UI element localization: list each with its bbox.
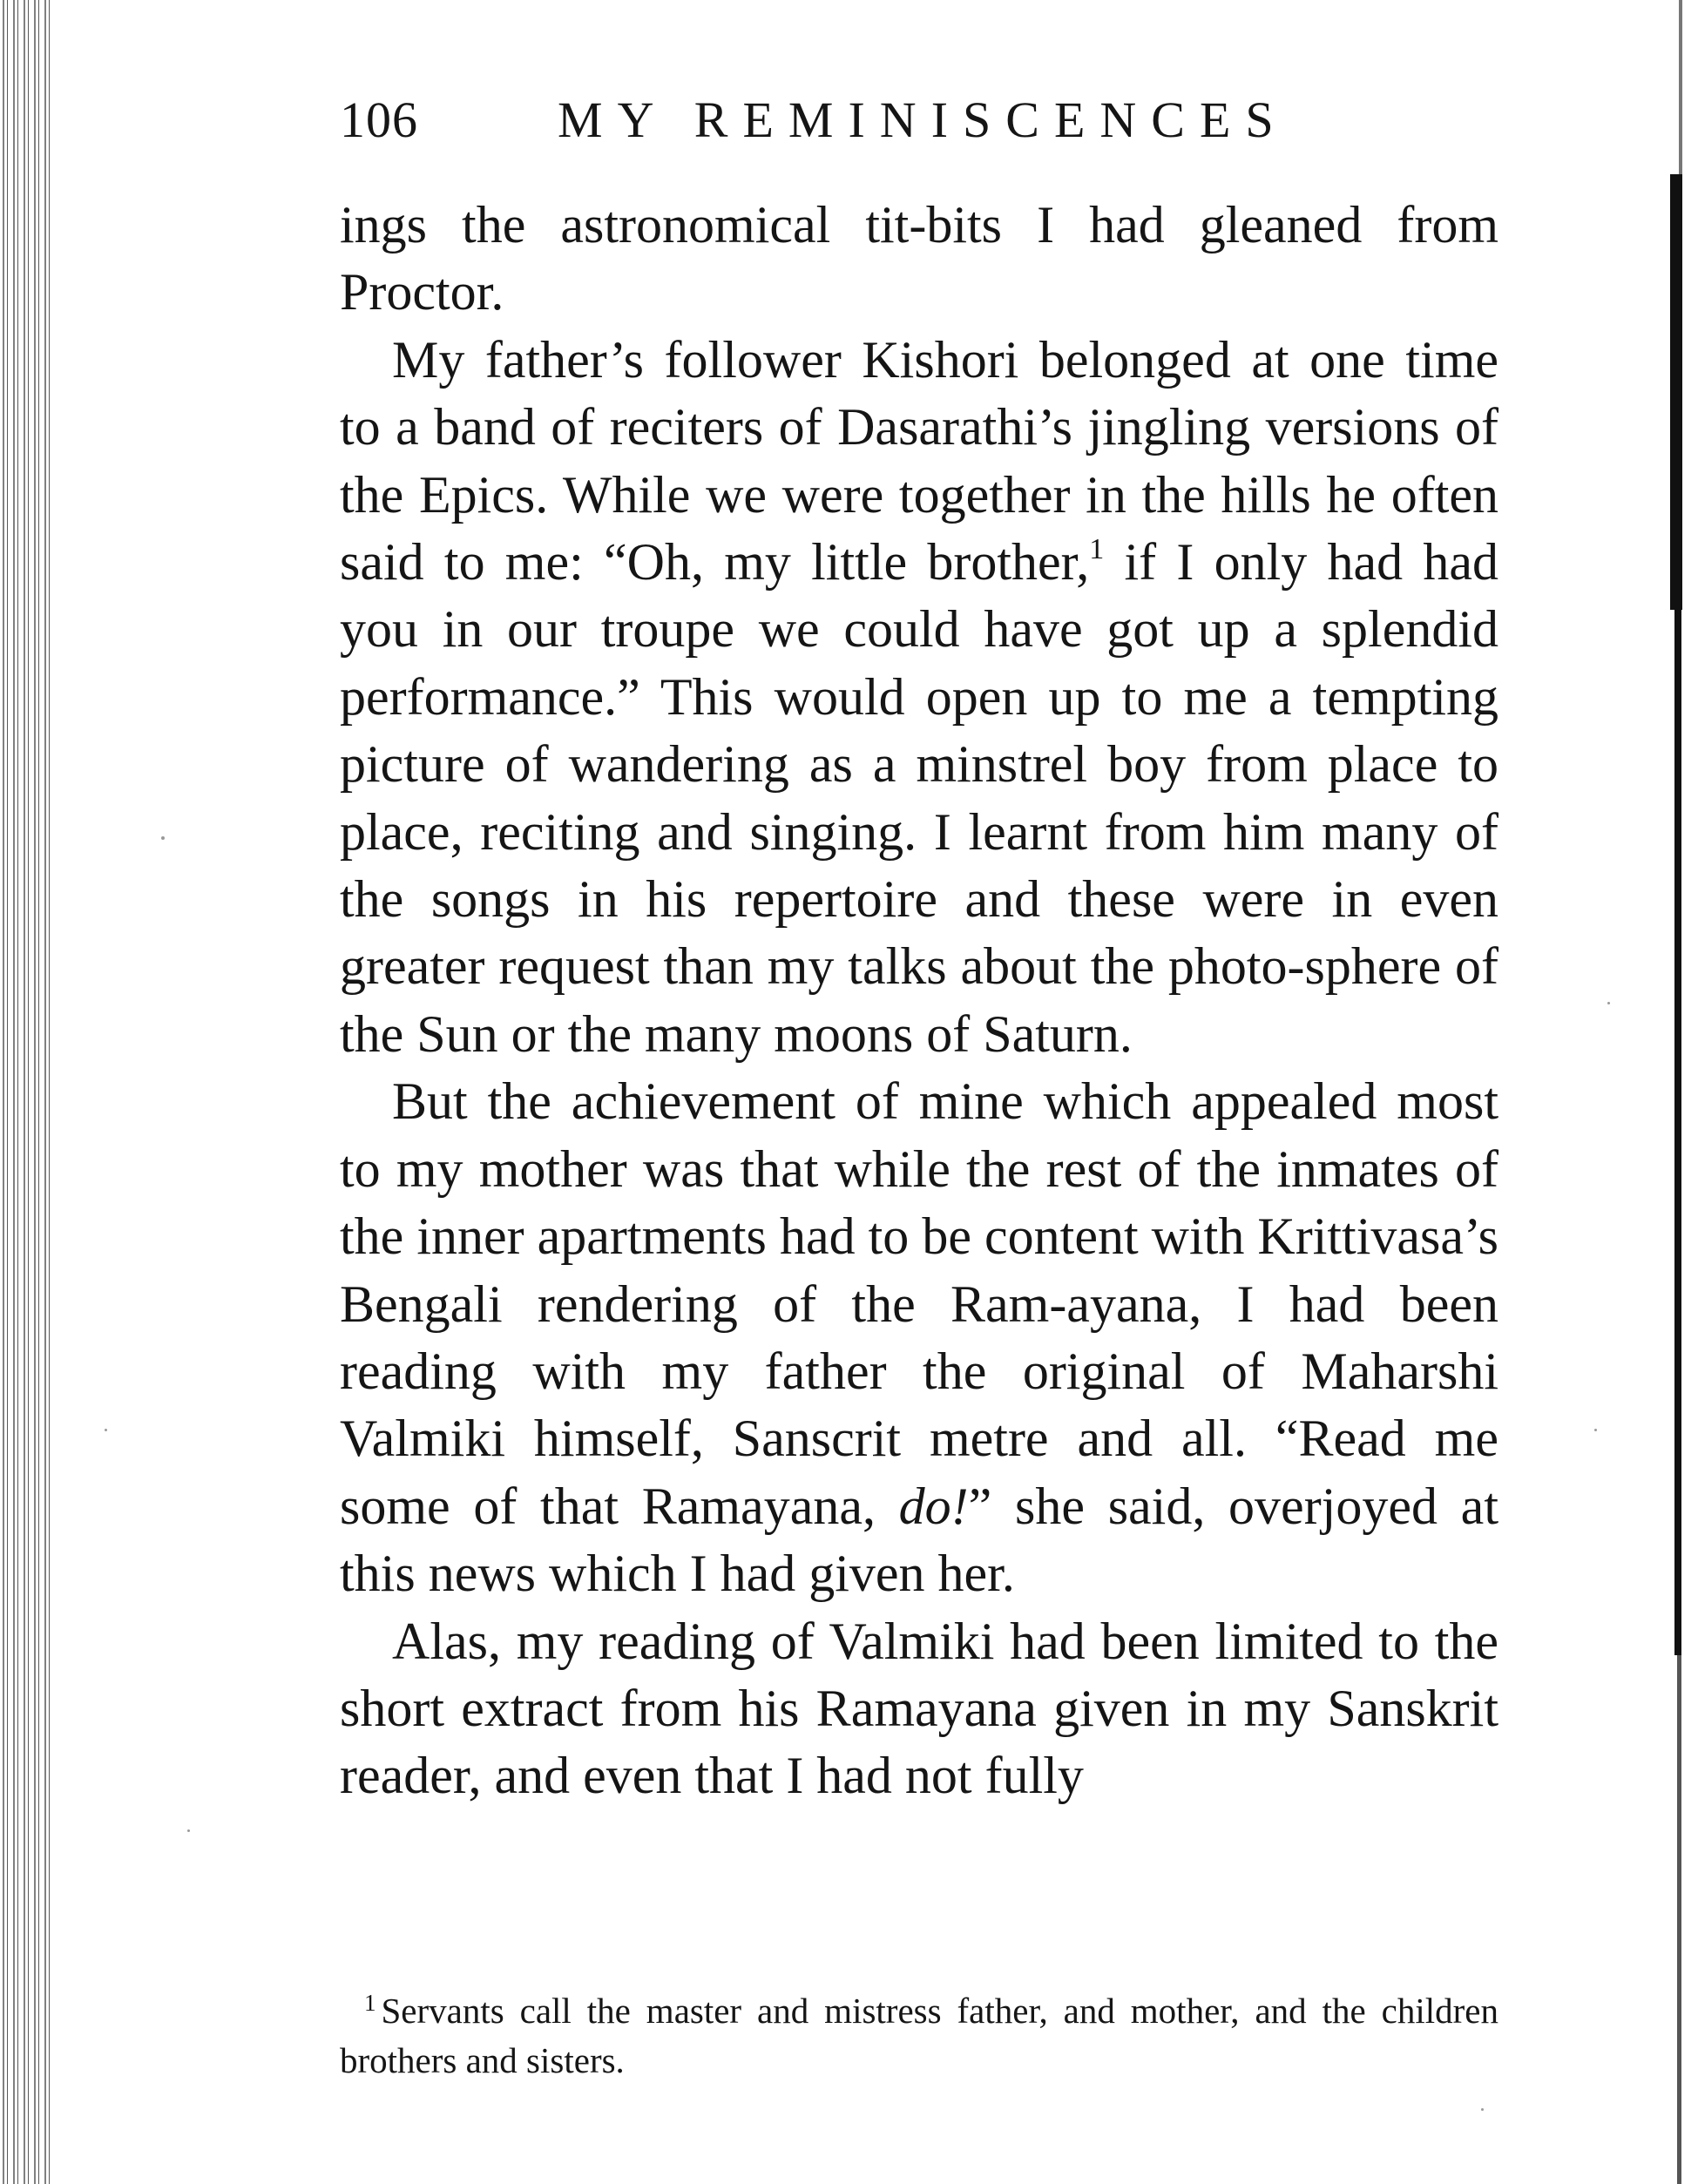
- paragraph-3: [340, 1068, 1498, 1607]
- paragraph-2-start: My father’s follower Kishori belonged at one time to a band of reciters of Dasarathi’s jingling versions of the Epics. While we were together in the hills he often said to me: “Oh, my little brother,: [340, 330, 1498, 592]
- paragraph-3-start: But the achievement of mine which appealed most to my mother was that while the rest of the inmates of the inner apartments had to be content with Krittivasa’s Bengali rendering of the Ram-ayana, I had been reading with my father the original of Maharshi Valmiki himself, Sanscrit metre and all. “Read me some of that Ramayana,: [340, 1072, 1498, 1535]
- footnote-text: Servants call the master and mistress father, and mother, and the children brothers and sisters.: [340, 1991, 1498, 2080]
- paragraph-1: ings the astronomical tit-bits I had gleaned from Proctor.: [340, 196, 1498, 321]
- footnote-marker: 1: [364, 1990, 376, 2016]
- page-edge-shadow: [1646, 0, 1698, 2184]
- page-number: 106: [340, 91, 418, 148]
- running-head: MY REMINISCENCES: [558, 91, 1289, 148]
- binding-edge: [0, 0, 54, 2184]
- paragraph-2: [340, 327, 1498, 1068]
- paragraph-2-end: if I only had had you in our troupe we could have got up a splendid performance.” This would open up to me a tempting picture of wandering as a minstrel boy from place to place, reciting and singing. I learnt from him many of the songs in his repertoire and these were in even greater request than my talks about the photo-sphere of the Sun or the many moons of Saturn.: [340, 533, 1499, 1063]
- footnote: [340, 1986, 1498, 2086]
- body-text: [340, 192, 1498, 1810]
- footnote-reference: 1: [1089, 533, 1105, 566]
- paragraph-4: Alas, my reading of Valmiki had been limited to the short extract from his Ramayana given in my Sanskrit reader, and even that I had not fully: [340, 1612, 1498, 1805]
- paragraph-3-end: ” she said, overjoyed at this news which I had given her.: [340, 1477, 1498, 1603]
- italic-word: do!: [898, 1477, 969, 1535]
- page-header: [340, 91, 1516, 160]
